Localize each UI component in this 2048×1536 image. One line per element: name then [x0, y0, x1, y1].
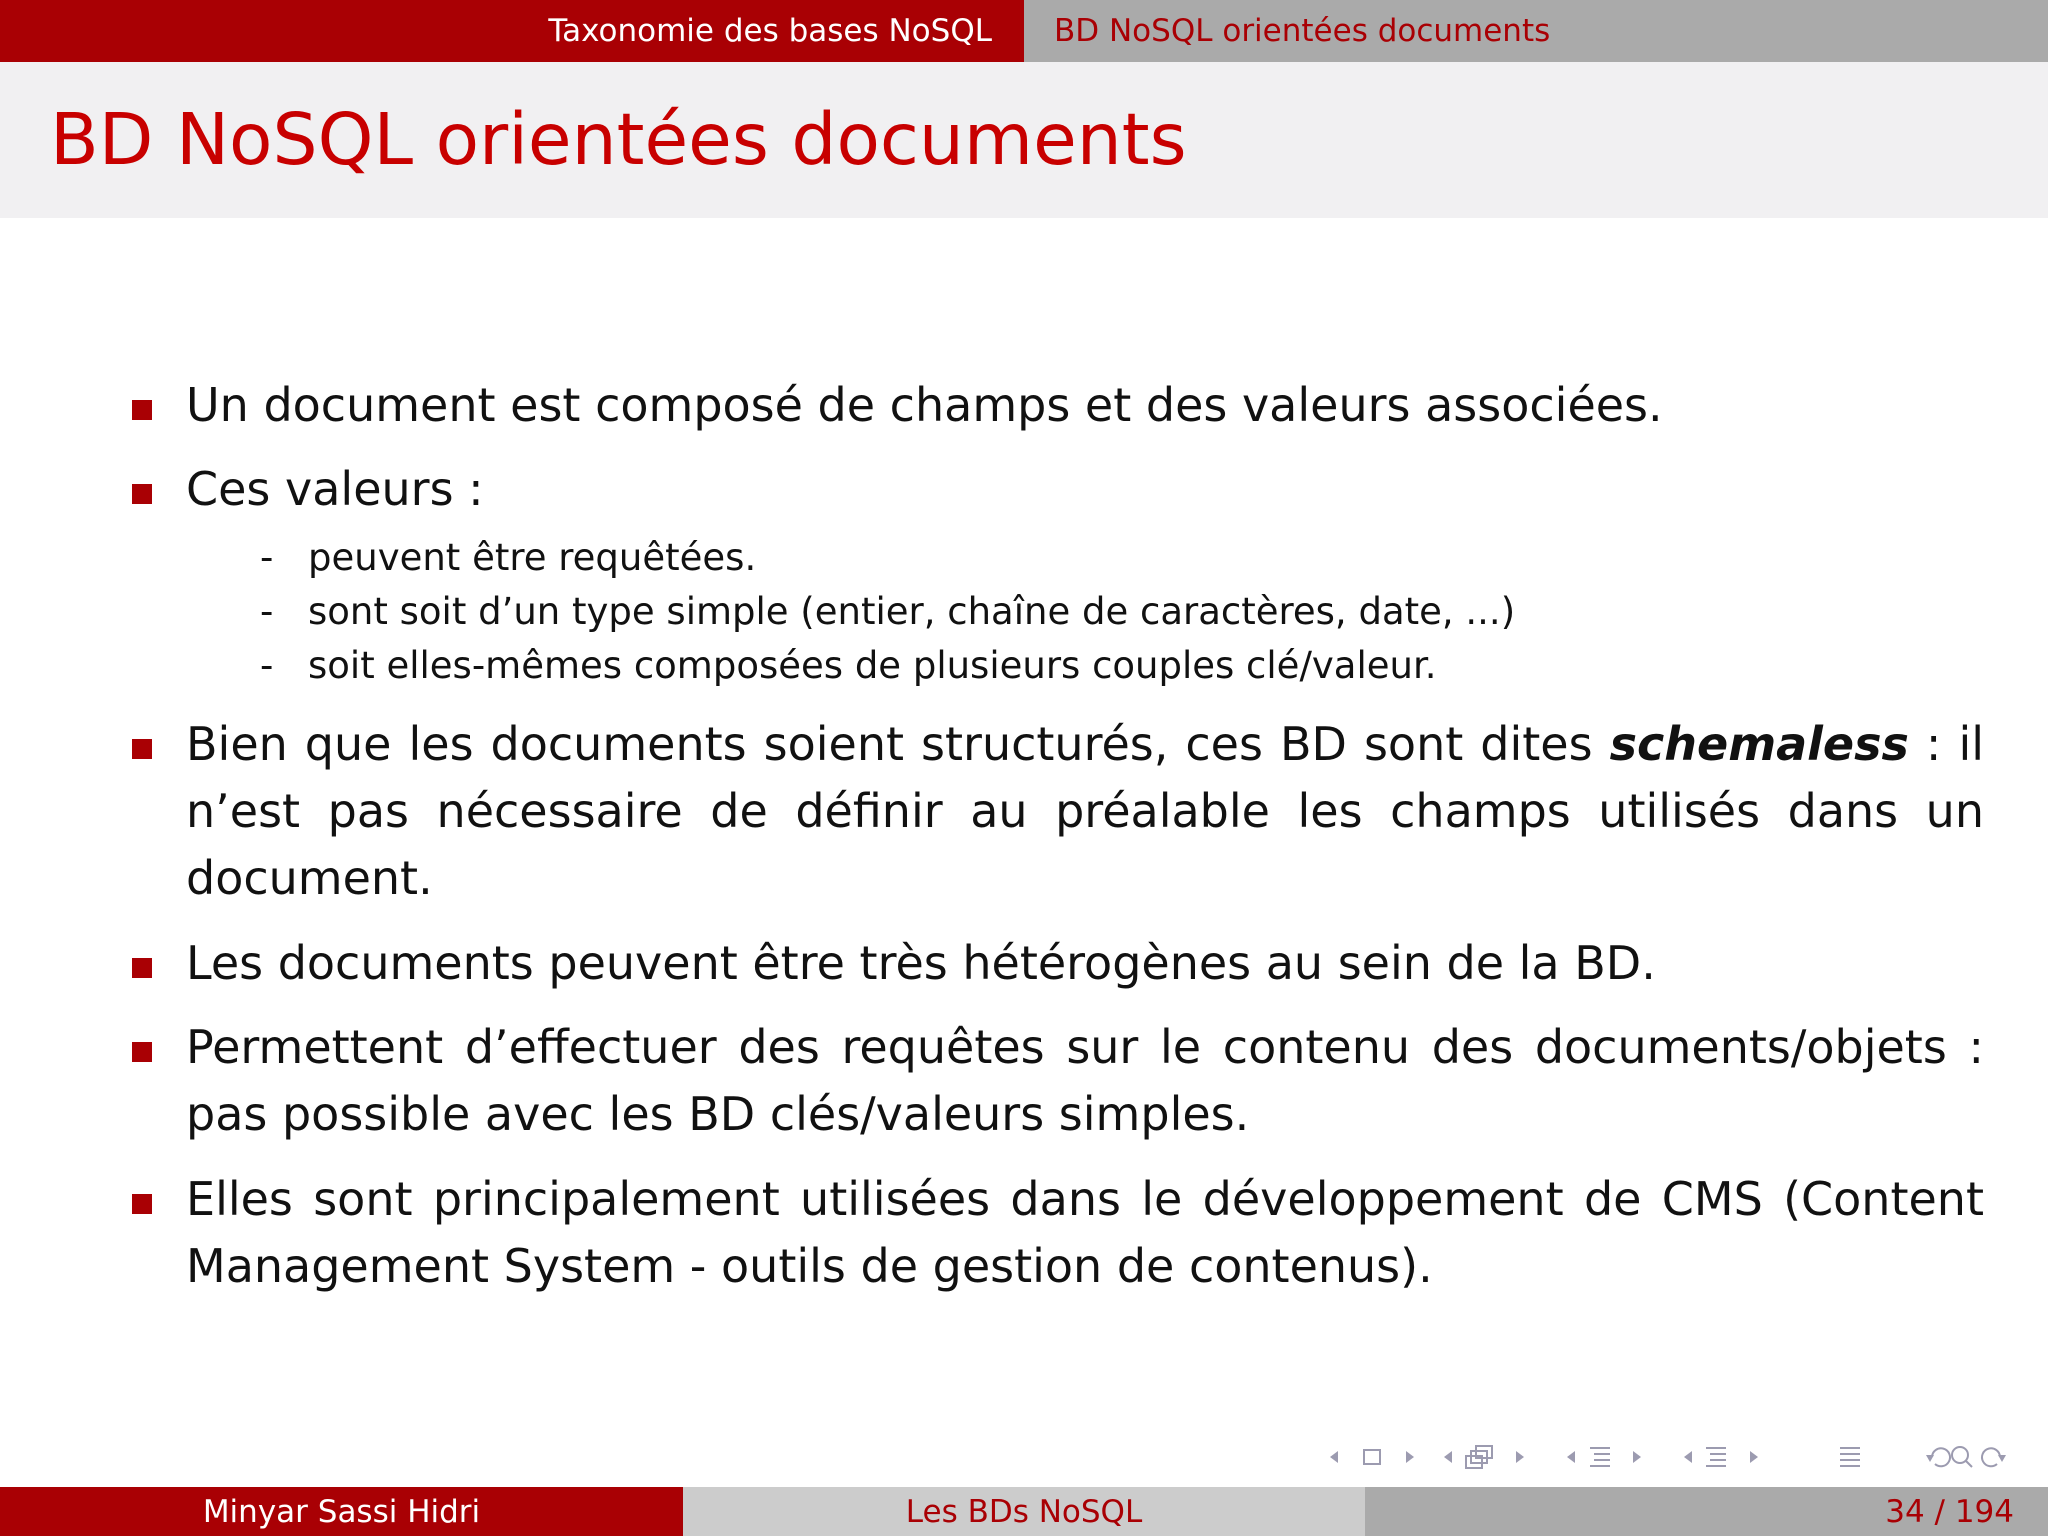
sub-text-1: peuvent être requêtées. — [308, 536, 757, 579]
document-icon[interactable] — [1840, 1448, 1860, 1466]
bullet-item-1 — [186, 372, 1984, 439]
sub-dash: - — [260, 536, 274, 579]
bullet-text-6: Elles sont principalement utilisées dans le développement de CMS (Content Management System - outils de gestion de contenus). — [186, 1172, 1984, 1293]
search-back-icon[interactable] — [1926, 1448, 1950, 1466]
sub-dash: - — [260, 644, 274, 687]
sub-text-3: soit elles-mêmes composées de plusieurs couples clé/valeur. — [308, 644, 1437, 687]
header-subsection-label: BD NoSQL orientées documents — [1054, 13, 1551, 49]
footer-bar — [0, 1487, 2048, 1536]
bullet-text-3a: Bien que les documents soient structurés, ces BD sont dites — [186, 717, 1593, 771]
bullet-text-4: Les documents peuvent être très hétérogènes au sein de la BD. — [186, 936, 1656, 990]
search-icon[interactable] — [1952, 1447, 1972, 1467]
header-section-link[interactable] — [0, 0, 1024, 62]
navigation-symbols — [1320, 1437, 2040, 1477]
schemaless-term: schemaless — [1609, 717, 1909, 771]
bullet-square-icon — [132, 400, 152, 420]
header-section-label: Taxonomie des bases NoSQL — [548, 13, 992, 49]
bullet-item-3 — [186, 711, 1984, 912]
navigation-symbols-svg — [1320, 1437, 2020, 1477]
bullet-item-2 — [186, 456, 1984, 523]
subsection-icon[interactable] — [1466, 1446, 1492, 1468]
sub-dash: - — [260, 590, 274, 633]
bullet-square-icon — [132, 1042, 152, 1062]
section-icon[interactable] — [1590, 1448, 1610, 1466]
nav-prev-frame-icon[interactable] — [1330, 1451, 1338, 1463]
header-subsection-link[interactable] — [1024, 0, 2048, 62]
footer-course: Les BDs NoSQL — [683, 1487, 1365, 1536]
header-bar — [0, 0, 2048, 62]
nav-prev-subsection-icon[interactable] — [1444, 1451, 1452, 1463]
bullet-text-2: Ces valeurs : — [186, 462, 484, 516]
document-outline-icon[interactable] — [1706, 1448, 1726, 1466]
bullet-text-3b: : il n’est pas nécessaire de définir au préalable les champs utilisés dans un document. — [186, 717, 1984, 905]
sub-text-2: sont soit d’un type simple (entier, chaîne de caractères, date, ...) — [308, 590, 1516, 633]
nav-prev-document-icon[interactable] — [1684, 1451, 1692, 1463]
bullet-square-icon — [132, 1194, 152, 1214]
bullet-item-6 — [186, 1166, 1984, 1300]
search-forward-icon[interactable] — [1982, 1448, 2006, 1466]
bullet-text-1: Un document est composé de champs et des valeurs associées. — [186, 378, 1663, 432]
bullet-item-4 — [186, 930, 1984, 997]
frame-title-band — [0, 62, 2048, 218]
bullet-item-5 — [186, 1014, 1984, 1148]
bullet-text-5: Permettent d’effectuer des requêtes sur le contenu des documents/objets : pas possible avec les BD clés/valeurs simples. — [186, 1020, 1984, 1141]
footer-page-number: 34 / 194 — [1365, 1487, 2048, 1536]
frame-title: BD NoSQL orientées documents — [50, 98, 1187, 181]
nav-next-subsection-icon[interactable] — [1516, 1451, 1524, 1463]
nav-next-document-icon[interactable] — [1750, 1451, 1758, 1463]
bullet-square-icon — [132, 484, 152, 504]
nav-next-section-icon[interactable] — [1633, 1451, 1641, 1463]
nav-prev-section-icon[interactable] — [1567, 1451, 1575, 1463]
frame-icon[interactable] — [1364, 1450, 1380, 1464]
nav-next-frame-icon[interactable] — [1406, 1451, 1414, 1463]
footer-author: Minyar Sassi Hidri — [0, 1487, 683, 1536]
bullet-square-icon — [132, 739, 152, 759]
bullet-square-icon — [132, 958, 152, 978]
